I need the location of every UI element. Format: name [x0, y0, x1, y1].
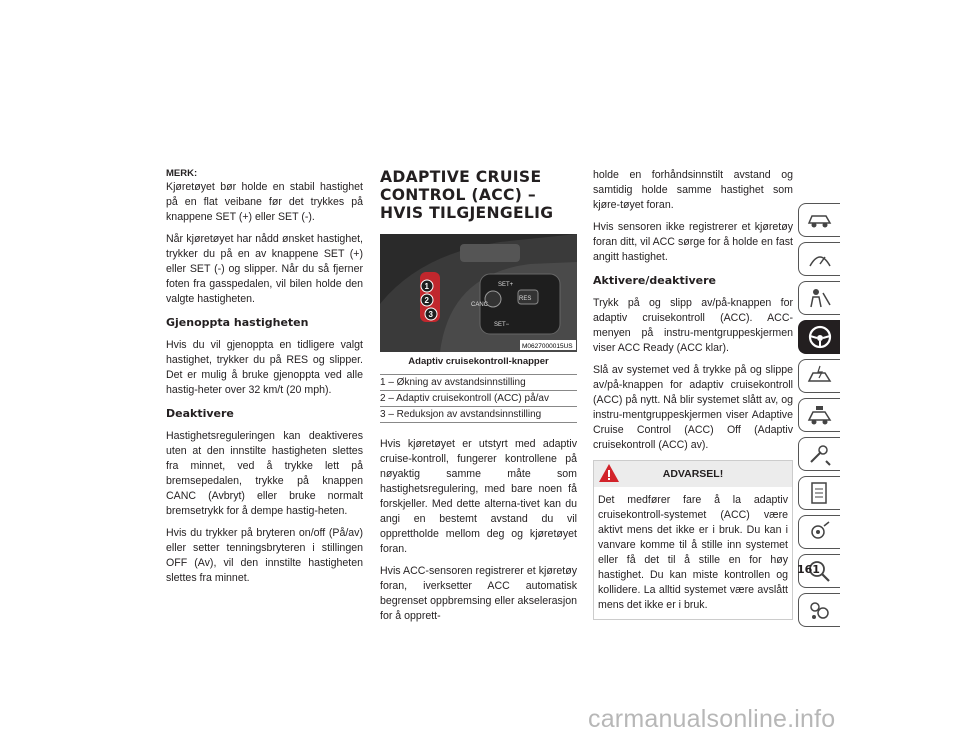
column-right — [593, 168, 793, 620]
tools-icon — [806, 441, 834, 467]
callout-2: 2 — [424, 296, 429, 305]
page-number: 161 — [797, 563, 820, 576]
section-title: ADAPTIVE CRUISE CONTROL (ACC) – HVIS TILGJENGELIG — [380, 168, 554, 222]
warning-text: Det medfører fare å la adaptiv cruisekontroll-systemet (ACC) være aktivt mens det ikke er i bruk. Du kan i vanvare komme til å stille inn systemet eller få det til å stille en for høy hastighet. Du kan miste kontrollen og kollidere. La alltid systemet være avslått mens det ikke er i bruk. — [598, 494, 788, 611]
note-text: Kjøretøyet bør holde en stabil hastighet på en flat veibane før det trykkes på knappene SET (+) eller SET (-). — [166, 181, 363, 223]
paragraph: holde en forhåndsinnstilt avstand og samtidig holde samme hastighet som kjøre-tøyet foran. — [593, 169, 793, 211]
paragraph: Hvis du trykker på bryteren on/off (På/av) eller setter tenningsbryteren i stillingen OFF (Av), vil den innstilte hastigheten slettes fra minnet. — [166, 527, 363, 584]
figure-code: M0627000015US — [522, 343, 573, 350]
specs-icon — [806, 480, 834, 506]
tab-maintenance[interactable] — [798, 437, 840, 471]
steering-wheel-icon — [806, 324, 834, 350]
tab-customer-assistance[interactable] — [798, 515, 840, 549]
warning-box — [593, 460, 793, 620]
column-middle — [380, 168, 577, 631]
dashboard-icon — [806, 246, 834, 272]
paragraph: Hvis du vil gjenoppta en tidligere valgt hastighet, trykker du på RES og slipper. Det er mulig å bruke gjenoppta ved alle hastig-heter over 32 km/t (20 mph). — [166, 339, 363, 396]
tab-car-info[interactable] — [798, 203, 840, 237]
tab-driving[interactable] — [798, 320, 840, 354]
set-minus-label: SET− — [494, 322, 510, 328]
tab-multimedia[interactable] — [798, 593, 840, 627]
paragraph: Hastighetsreguleringen kan deaktiveres uten at den innstilte hastigheten slettes fra minnet, ved å trykke lett på bremsepedalen, trykke på knappen CANC (Avbryt) eller bruke normalt bremsetrykk for å dempe hastig-heten. — [166, 430, 363, 517]
car-start-icon — [806, 363, 834, 389]
multimedia-icon — [806, 597, 834, 623]
note-label: MERK: — [166, 168, 198, 179]
paragraph: Hvis ACC-sensoren registrerer et kjøretøy foran, iverksetter ACC automatisk begrenset oppbremsing eller akselerasjon for å opprett- — [380, 565, 577, 622]
paragraph: Trykk på og slipp av/på-knappen for adaptiv cruisekontroll (ACC). ACC-menyen på instru-mentgruppeskjermen viser ACC Ready (ACC klar). — [593, 297, 793, 354]
figure-legend — [380, 374, 577, 423]
warning-triangle-icon — [598, 463, 620, 483]
tab-specs[interactable] — [798, 476, 840, 510]
legend-item: 3 – Reduksjon av avstandsinnstilling — [380, 406, 577, 423]
callout-1: 1 — [424, 282, 429, 291]
tab-service[interactable] — [798, 398, 840, 432]
people-safety-icon — [806, 285, 834, 311]
car-service-icon — [806, 402, 834, 428]
paragraph: Slå av systemet ved å trykke på og slippe av/på-knappen for adaptiv cruisekontroll (ACC) på nytt. Nå blir systemet slått av, og instru-mentgruppeskjermen viser Adaptive Cruise Control (ACC) Off (Adaptiv cruisekontroll (ACC) av). — [593, 364, 793, 451]
warning-title: ADVARSEL! — [662, 468, 724, 480]
heading-activate-deactivate: Aktivere/deaktivere — [593, 274, 717, 287]
heading-deactivate: Deaktivere — [166, 407, 234, 420]
car-info-icon — [806, 207, 834, 233]
legend-item: 1 – Økning av avstandsinnstilling — [380, 374, 577, 390]
res-label: RES — [519, 296, 532, 302]
paragraph: Når kjøretøyet har nådd ønsket hastighet, trykker du på en av knappene SET (+) eller SET (-) og slipper. Når du så fjerner foten fra gasspedalen, vil bilen holde den valgte hastigheten. — [166, 233, 363, 305]
paragraph: Hvis sensoren ikke registrerer et kjøretøy foran ditt, vil ACC sørge for å holde en fast angitt hastighet. — [593, 221, 793, 263]
legend-item: 2 – Adaptiv cruisekontroll (ACC) på/av — [380, 390, 577, 406]
callout-3: 3 — [428, 310, 433, 319]
heading-resume-speed: Gjenoppta hastigheten — [166, 316, 309, 329]
figure-caption: Adaptiv cruisekontroll-knapper — [408, 356, 549, 367]
steering-wheel-controls-illustration — [380, 234, 577, 352]
gear-service-icon — [806, 519, 834, 545]
column-left — [166, 168, 363, 593]
tab-emergency[interactable] — [798, 359, 840, 393]
canc-label: CANC — [471, 302, 489, 308]
paragraph: Hvis kjøretøyet er utstyrt med adaptiv cruise-kontroll, fungerer kontrollene på nøyaktig samme måte som hastighetsregulering, med bare noen få forskjeller. Med dette alterna-tivet kan du angi en bestemt avstand du vil opprettholde mellom deg og kjøretøyet foran. — [380, 438, 577, 555]
tab-safety[interactable] — [798, 281, 840, 315]
steering-wheel-photo — [380, 234, 577, 352]
watermark: carmanualsonline.info — [588, 705, 836, 733]
warning-header — [594, 461, 792, 487]
tab-dashboard[interactable] — [798, 242, 840, 276]
set-plus-label: SET+ — [498, 282, 514, 288]
